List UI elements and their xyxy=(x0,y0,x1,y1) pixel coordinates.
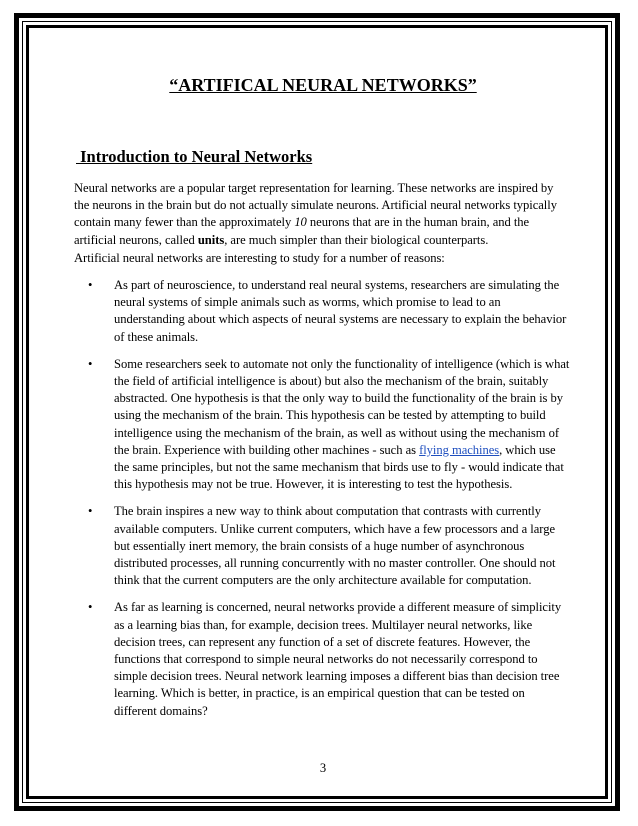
document-title: “ARTIFICAL NEURAL NETWORKS” xyxy=(169,75,477,95)
bullet-icon: • xyxy=(88,356,93,371)
list-item xyxy=(74,277,570,346)
bullet-text-before-link: Some researchers seek to automate not only the functionality of intelligence (which is what the field of artificial intelligence is about) but also the mechanism of the brain, suitably abstracted. One hypothesis is that the only way to build the functionality of the brain is by using the mechanism of the brain. This hypothesis can be tested by attempting to build intelligence using the mechanism of the brain, as well as without using the mechanism of the brain. Experience with building other machines - such as xyxy=(114,356,570,457)
bullet-text: As part of neuroscience, to understand real neural systems, researchers are simulating the neural systems of simple animals such as worms, which promise to lead to an understanding about which aspects of neural systems are necessary to explain the behavior of these animals. xyxy=(114,278,567,344)
list-item xyxy=(74,503,570,589)
list-item xyxy=(74,356,570,494)
intro-text-part2: neurons that are in the human brain, and the artificial neurons, called xyxy=(74,215,530,247)
bullet-text: The brain inspires a new way to think about computation that contrasts with currently available computers. Unlike current computers, which have a few processors and a large but essentially inert memory, the brain consists of a huge number of asynchronous distributed processes, all running concurrently with no master controller. One should not think that the current computers are the only architecture available for computation. xyxy=(114,504,556,588)
intro-text-part3: , are much simpler than their biological counterparts. xyxy=(224,232,489,247)
reasons-list xyxy=(74,277,570,730)
bullet-icon: • xyxy=(88,504,93,519)
reasons-intro-paragraph: Artificial neural networks are interesting to study for a number of reasons: xyxy=(74,251,445,265)
intro-paragraph xyxy=(74,180,570,249)
neuron-count-number: 10 xyxy=(294,215,307,230)
section-heading: Introduction to Neural Networks xyxy=(76,147,313,166)
bullet-text: As far as learning is concerned, neural networks provide a different measure of simplicity as a learning bias than, for example, decision trees. Multilayer neural networks, like decision trees, can represent any function of a set of discrete features. However, the functions that correspond to simple neural networks do not necessarily correspond to simple decision trees. Neural network learning imposes a different bias than decision tree learning. Which is better, in practice, is an empirical question that can be tested on different domains? xyxy=(114,600,562,718)
list-item xyxy=(74,599,570,719)
units-term: units xyxy=(197,232,225,247)
flying-machines-link[interactable]: flying machines xyxy=(419,442,500,457)
bullet-icon: • xyxy=(88,600,93,615)
intro-text-part1: Neural networks are a popular target representation for learning. These networks are inspired by the neurons in the brain but do not actually simulate neurons. Artificial neural networks typically contain many fewer than the approximately xyxy=(74,181,557,230)
page-number: 3 xyxy=(319,761,327,775)
bullet-text-after-link: , which use the same principles, but not the same mechanism that birds use to fly - would indicate that this hypothesis may not be true. However, it is interesting to test the hypothesis. xyxy=(114,442,564,492)
bullet-icon: • xyxy=(88,278,93,292)
